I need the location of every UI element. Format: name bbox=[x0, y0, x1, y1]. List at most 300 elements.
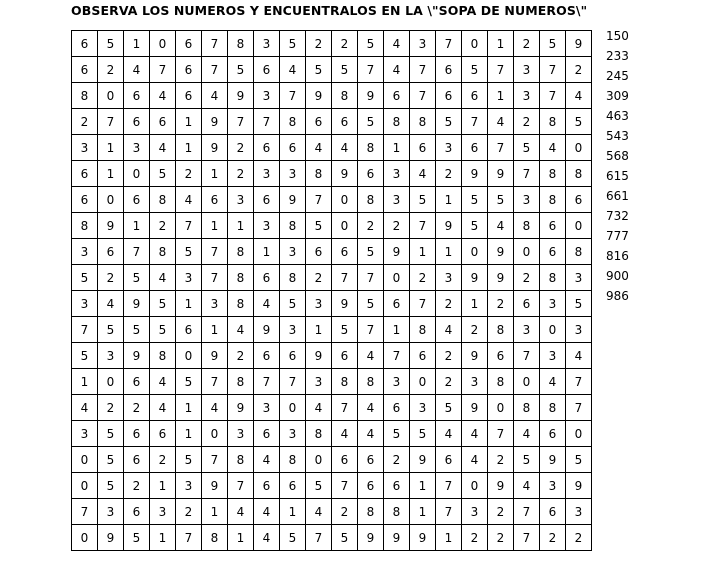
grid-cell[interactable]: 4 bbox=[384, 31, 410, 57]
grid-cell[interactable]: 9 bbox=[566, 473, 592, 499]
grid-cell[interactable]: 6 bbox=[332, 447, 358, 473]
grid-cell[interactable]: 0 bbox=[566, 135, 592, 161]
grid-cell[interactable]: 6 bbox=[358, 473, 384, 499]
grid-cell[interactable]: 6 bbox=[306, 239, 332, 265]
grid-cell[interactable]: 5 bbox=[332, 57, 358, 83]
grid-cell[interactable]: 6 bbox=[124, 83, 150, 109]
grid-cell[interactable]: 5 bbox=[98, 421, 124, 447]
grid-cell[interactable]: 2 bbox=[410, 265, 436, 291]
grid-cell[interactable]: 9 bbox=[332, 291, 358, 317]
grid-cell[interactable]: 4 bbox=[540, 369, 566, 395]
grid-cell[interactable]: 4 bbox=[358, 395, 384, 421]
grid-cell[interactable]: 5 bbox=[306, 57, 332, 83]
grid-cell[interactable]: 3 bbox=[228, 421, 254, 447]
grid-cell[interactable]: 7 bbox=[202, 265, 228, 291]
grid-cell[interactable]: 0 bbox=[72, 447, 98, 473]
grid-cell[interactable]: 3 bbox=[436, 135, 462, 161]
grid-cell[interactable]: 5 bbox=[566, 447, 592, 473]
grid-cell[interactable]: 6 bbox=[72, 57, 98, 83]
grid-cell[interactable]: 8 bbox=[72, 213, 98, 239]
grid-cell[interactable]: 2 bbox=[462, 317, 488, 343]
grid-cell[interactable]: 1 bbox=[410, 239, 436, 265]
grid-cell[interactable]: 7 bbox=[436, 473, 462, 499]
grid-cell[interactable]: 0 bbox=[72, 525, 98, 551]
grid-cell[interactable]: 3 bbox=[410, 395, 436, 421]
grid-cell[interactable]: 4 bbox=[254, 447, 280, 473]
grid-cell[interactable]: 0 bbox=[488, 395, 514, 421]
grid-cell[interactable]: 7 bbox=[72, 499, 98, 525]
grid-cell[interactable]: 5 bbox=[332, 317, 358, 343]
grid-cell[interactable]: 1 bbox=[124, 31, 150, 57]
grid-cell[interactable]: 9 bbox=[228, 83, 254, 109]
grid-cell[interactable]: 2 bbox=[98, 265, 124, 291]
grid-cell[interactable]: 3 bbox=[176, 265, 202, 291]
grid-cell[interactable]: 1 bbox=[202, 213, 228, 239]
grid-cell[interactable]: 6 bbox=[254, 343, 280, 369]
grid-cell[interactable]: 8 bbox=[358, 187, 384, 213]
grid-cell[interactable]: 6 bbox=[332, 343, 358, 369]
grid-cell[interactable]: 4 bbox=[98, 291, 124, 317]
grid-cell[interactable]: 9 bbox=[98, 525, 124, 551]
grid-cell[interactable]: 9 bbox=[540, 447, 566, 473]
grid-cell[interactable]: 5 bbox=[358, 291, 384, 317]
grid-cell[interactable]: 4 bbox=[306, 135, 332, 161]
grid-cell[interactable]: 5 bbox=[72, 343, 98, 369]
grid-cell[interactable]: 6 bbox=[124, 369, 150, 395]
grid-cell[interactable]: 8 bbox=[228, 369, 254, 395]
grid-cell[interactable]: 2 bbox=[124, 395, 150, 421]
grid-cell[interactable]: 8 bbox=[228, 265, 254, 291]
grid-cell[interactable]: 3 bbox=[514, 317, 540, 343]
grid-cell[interactable]: 0 bbox=[332, 213, 358, 239]
grid-cell[interactable]: 4 bbox=[514, 473, 540, 499]
grid-cell[interactable]: 1 bbox=[176, 135, 202, 161]
grid-cell[interactable]: 1 bbox=[436, 239, 462, 265]
grid-cell[interactable]: 6 bbox=[384, 395, 410, 421]
grid-cell[interactable]: 5 bbox=[280, 525, 306, 551]
grid-cell[interactable]: 6 bbox=[280, 135, 306, 161]
grid-cell[interactable]: 6 bbox=[358, 447, 384, 473]
grid-cell[interactable]: 1 bbox=[384, 135, 410, 161]
grid-cell[interactable]: 3 bbox=[254, 31, 280, 57]
grid-cell[interactable]: 6 bbox=[384, 291, 410, 317]
grid-cell[interactable]: 3 bbox=[202, 291, 228, 317]
grid-cell[interactable]: 4 bbox=[358, 421, 384, 447]
grid-cell[interactable]: 5 bbox=[462, 213, 488, 239]
grid-cell[interactable]: 3 bbox=[280, 239, 306, 265]
grid-cell[interactable]: 8 bbox=[410, 109, 436, 135]
grid-cell[interactable]: 0 bbox=[566, 421, 592, 447]
grid-cell[interactable]: 1 bbox=[176, 421, 202, 447]
grid-cell[interactable]: 4 bbox=[228, 317, 254, 343]
grid-cell[interactable]: 7 bbox=[566, 395, 592, 421]
grid-cell[interactable]: 7 bbox=[280, 369, 306, 395]
grid-cell[interactable]: 7 bbox=[410, 213, 436, 239]
grid-cell[interactable]: 0 bbox=[566, 213, 592, 239]
grid-cell[interactable]: 5 bbox=[462, 57, 488, 83]
grid-cell[interactable]: 5 bbox=[176, 447, 202, 473]
grid-cell[interactable]: 1 bbox=[228, 213, 254, 239]
grid-cell[interactable]: 3 bbox=[280, 421, 306, 447]
grid-cell[interactable]: 4 bbox=[514, 421, 540, 447]
grid-cell[interactable]: 2 bbox=[540, 525, 566, 551]
grid-cell[interactable]: 9 bbox=[202, 135, 228, 161]
grid-cell[interactable]: 8 bbox=[332, 369, 358, 395]
grid-cell[interactable]: 9 bbox=[202, 109, 228, 135]
grid-cell[interactable]: 5 bbox=[306, 213, 332, 239]
grid-cell[interactable]: 8 bbox=[228, 31, 254, 57]
grid-cell[interactable]: 9 bbox=[306, 343, 332, 369]
grid-cell[interactable]: 1 bbox=[72, 369, 98, 395]
grid-cell[interactable]: 4 bbox=[176, 187, 202, 213]
grid-cell[interactable]: 8 bbox=[384, 499, 410, 525]
grid-cell[interactable]: 8 bbox=[228, 447, 254, 473]
grid-cell[interactable]: 5 bbox=[72, 265, 98, 291]
grid-cell[interactable]: 9 bbox=[332, 161, 358, 187]
grid-cell[interactable]: 3 bbox=[176, 473, 202, 499]
grid-cell[interactable]: 3 bbox=[150, 499, 176, 525]
grid-cell[interactable]: 5 bbox=[384, 421, 410, 447]
grid-cell[interactable]: 8 bbox=[566, 239, 592, 265]
grid-cell[interactable]: 8 bbox=[488, 369, 514, 395]
grid-cell[interactable]: 3 bbox=[98, 343, 124, 369]
grid-cell[interactable]: 3 bbox=[98, 499, 124, 525]
grid-cell[interactable]: 1 bbox=[228, 525, 254, 551]
grid-cell[interactable]: 8 bbox=[358, 135, 384, 161]
grid-cell[interactable]: 8 bbox=[280, 213, 306, 239]
grid-cell[interactable]: 8 bbox=[280, 109, 306, 135]
grid-cell[interactable]: 5 bbox=[306, 473, 332, 499]
grid-cell[interactable]: 2 bbox=[150, 447, 176, 473]
grid-cell[interactable]: 9 bbox=[462, 265, 488, 291]
grid-cell[interactable]: 2 bbox=[228, 161, 254, 187]
grid-cell[interactable]: 9 bbox=[488, 473, 514, 499]
grid-cell[interactable]: 3 bbox=[566, 265, 592, 291]
grid-cell[interactable]: 6 bbox=[540, 421, 566, 447]
grid-cell[interactable]: 3 bbox=[228, 187, 254, 213]
grid-cell[interactable]: 0 bbox=[98, 83, 124, 109]
grid-cell[interactable]: 9 bbox=[462, 343, 488, 369]
grid-cell[interactable]: 6 bbox=[514, 291, 540, 317]
grid-cell[interactable]: 7 bbox=[332, 395, 358, 421]
grid-cell[interactable]: 0 bbox=[410, 369, 436, 395]
grid-cell[interactable]: 0 bbox=[202, 421, 228, 447]
grid-cell[interactable]: 9 bbox=[384, 525, 410, 551]
grid-cell[interactable]: 7 bbox=[280, 83, 306, 109]
grid-cell[interactable]: 7 bbox=[514, 343, 540, 369]
grid-cell[interactable]: 3 bbox=[514, 187, 540, 213]
grid-cell[interactable]: 5 bbox=[436, 395, 462, 421]
grid-cell[interactable]: 1 bbox=[124, 213, 150, 239]
grid-cell[interactable]: 9 bbox=[358, 525, 384, 551]
grid-cell[interactable]: 7 bbox=[358, 57, 384, 83]
grid-cell[interactable]: 6 bbox=[254, 265, 280, 291]
grid-cell[interactable]: 4 bbox=[436, 317, 462, 343]
grid-cell[interactable]: 7 bbox=[436, 31, 462, 57]
grid-cell[interactable]: 3 bbox=[566, 499, 592, 525]
grid-cell[interactable]: 6 bbox=[436, 83, 462, 109]
grid-cell[interactable]: 9 bbox=[462, 395, 488, 421]
grid-cell[interactable]: 9 bbox=[488, 265, 514, 291]
grid-cell[interactable]: 7 bbox=[176, 213, 202, 239]
grid-cell[interactable]: 5 bbox=[488, 187, 514, 213]
grid-cell[interactable]: 3 bbox=[254, 83, 280, 109]
grid-cell[interactable]: 2 bbox=[98, 395, 124, 421]
grid-cell[interactable]: 8 bbox=[566, 161, 592, 187]
grid-cell[interactable]: 4 bbox=[202, 83, 228, 109]
grid-cell[interactable]: 5 bbox=[358, 31, 384, 57]
grid-cell[interactable]: 2 bbox=[488, 525, 514, 551]
grid-cell[interactable]: 3 bbox=[72, 239, 98, 265]
grid-cell[interactable]: 6 bbox=[202, 187, 228, 213]
grid-cell[interactable]: 5 bbox=[280, 31, 306, 57]
grid-cell[interactable]: 7 bbox=[410, 291, 436, 317]
grid-cell[interactable]: 3 bbox=[514, 83, 540, 109]
grid-cell[interactable]: 7 bbox=[98, 109, 124, 135]
grid-cell[interactable]: 4 bbox=[332, 135, 358, 161]
grid-cell[interactable]: 5 bbox=[410, 187, 436, 213]
grid-cell[interactable]: 2 bbox=[306, 265, 332, 291]
grid-cell[interactable]: 2 bbox=[124, 473, 150, 499]
grid-cell[interactable]: 2 bbox=[514, 31, 540, 57]
grid-cell[interactable]: 4 bbox=[124, 57, 150, 83]
grid-cell[interactable]: 6 bbox=[436, 447, 462, 473]
grid-cell[interactable]: 7 bbox=[540, 83, 566, 109]
grid-cell[interactable]: 5 bbox=[150, 317, 176, 343]
grid-cell[interactable]: 5 bbox=[124, 525, 150, 551]
grid-cell[interactable]: 1 bbox=[280, 499, 306, 525]
grid-cell[interactable]: 3 bbox=[540, 473, 566, 499]
grid-cell[interactable]: 2 bbox=[488, 447, 514, 473]
grid-cell[interactable]: 5 bbox=[98, 31, 124, 57]
grid-cell[interactable]: 2 bbox=[384, 447, 410, 473]
grid-cell[interactable]: 8 bbox=[384, 109, 410, 135]
grid-cell[interactable]: 4 bbox=[332, 421, 358, 447]
grid-cell[interactable]: 9 bbox=[566, 31, 592, 57]
grid-cell[interactable]: 3 bbox=[566, 317, 592, 343]
grid-cell[interactable]: 8 bbox=[540, 161, 566, 187]
grid-cell[interactable]: 0 bbox=[306, 447, 332, 473]
grid-cell[interactable]: 1 bbox=[98, 161, 124, 187]
grid-cell[interactable]: 2 bbox=[332, 31, 358, 57]
grid-cell[interactable]: 7 bbox=[332, 265, 358, 291]
grid-cell[interactable]: 9 bbox=[488, 161, 514, 187]
grid-cell[interactable]: 6 bbox=[306, 109, 332, 135]
grid-cell[interactable]: 6 bbox=[332, 109, 358, 135]
grid-cell[interactable]: 4 bbox=[150, 265, 176, 291]
grid-cell[interactable]: 5 bbox=[98, 473, 124, 499]
grid-cell[interactable]: 5 bbox=[176, 369, 202, 395]
grid-cell[interactable]: 6 bbox=[254, 135, 280, 161]
grid-cell[interactable]: 1 bbox=[436, 525, 462, 551]
grid-cell[interactable]: 4 bbox=[254, 499, 280, 525]
grid-cell[interactable]: 0 bbox=[124, 161, 150, 187]
grid-cell[interactable]: 9 bbox=[462, 161, 488, 187]
grid-cell[interactable]: 4 bbox=[72, 395, 98, 421]
grid-cell[interactable]: 3 bbox=[280, 161, 306, 187]
grid-cell[interactable]: 7 bbox=[150, 57, 176, 83]
grid-cell[interactable]: 6 bbox=[254, 473, 280, 499]
grid-cell[interactable]: 9 bbox=[124, 343, 150, 369]
grid-cell[interactable]: 3 bbox=[306, 369, 332, 395]
grid-cell[interactable]: 9 bbox=[254, 317, 280, 343]
grid-cell[interactable]: 9 bbox=[306, 83, 332, 109]
grid-cell[interactable]: 6 bbox=[384, 473, 410, 499]
grid-cell[interactable]: 1 bbox=[176, 291, 202, 317]
grid-cell[interactable]: 6 bbox=[540, 213, 566, 239]
grid-cell[interactable]: 6 bbox=[254, 421, 280, 447]
grid-cell[interactable]: 6 bbox=[150, 421, 176, 447]
grid-cell[interactable]: 2 bbox=[566, 57, 592, 83]
grid-cell[interactable]: 2 bbox=[176, 499, 202, 525]
grid-cell[interactable]: 1 bbox=[202, 161, 228, 187]
grid-cell[interactable]: 7 bbox=[540, 57, 566, 83]
grid-cell[interactable]: 4 bbox=[410, 161, 436, 187]
grid-cell[interactable]: 4 bbox=[228, 499, 254, 525]
grid-cell[interactable]: 4 bbox=[254, 525, 280, 551]
grid-cell[interactable]: 7 bbox=[410, 83, 436, 109]
grid-cell[interactable]: 7 bbox=[202, 239, 228, 265]
grid-cell[interactable]: 7 bbox=[514, 525, 540, 551]
grid-cell[interactable]: 2 bbox=[436, 369, 462, 395]
grid-cell[interactable]: 0 bbox=[150, 31, 176, 57]
grid-cell[interactable]: 8 bbox=[358, 369, 384, 395]
grid-cell[interactable]: 8 bbox=[150, 187, 176, 213]
grid-cell[interactable]: 1 bbox=[488, 31, 514, 57]
grid-cell[interactable]: 7 bbox=[202, 447, 228, 473]
grid-cell[interactable]: 9 bbox=[358, 83, 384, 109]
grid-cell[interactable]: 2 bbox=[514, 265, 540, 291]
grid-cell[interactable]: 6 bbox=[124, 109, 150, 135]
grid-cell[interactable]: 9 bbox=[202, 473, 228, 499]
grid-cell[interactable]: 5 bbox=[280, 291, 306, 317]
grid-cell[interactable]: 6 bbox=[176, 31, 202, 57]
grid-cell[interactable]: 0 bbox=[462, 239, 488, 265]
grid-cell[interactable]: 5 bbox=[228, 57, 254, 83]
grid-cell[interactable]: 5 bbox=[98, 447, 124, 473]
grid-cell[interactable]: 6 bbox=[72, 161, 98, 187]
grid-cell[interactable]: 9 bbox=[436, 213, 462, 239]
grid-cell[interactable]: 4 bbox=[488, 213, 514, 239]
grid-cell[interactable]: 5 bbox=[514, 135, 540, 161]
grid-cell[interactable]: 4 bbox=[280, 57, 306, 83]
grid-cell[interactable]: 3 bbox=[254, 213, 280, 239]
grid-cell[interactable]: 1 bbox=[488, 83, 514, 109]
grid-cell[interactable]: 5 bbox=[98, 317, 124, 343]
grid-cell[interactable]: 3 bbox=[72, 421, 98, 447]
grid-cell[interactable]: 9 bbox=[384, 239, 410, 265]
grid-cell[interactable]: 7 bbox=[254, 369, 280, 395]
grid-cell[interactable]: 4 bbox=[384, 57, 410, 83]
grid-cell[interactable]: 7 bbox=[202, 57, 228, 83]
grid-cell[interactable]: 7 bbox=[358, 265, 384, 291]
grid-cell[interactable]: 3 bbox=[72, 291, 98, 317]
grid-cell[interactable]: 6 bbox=[124, 499, 150, 525]
grid-cell[interactable]: 6 bbox=[332, 239, 358, 265]
grid-cell[interactable]: 6 bbox=[254, 57, 280, 83]
grid-cell[interactable]: 6 bbox=[280, 473, 306, 499]
grid-cell[interactable]: 1 bbox=[202, 499, 228, 525]
grid-cell[interactable]: 5 bbox=[150, 291, 176, 317]
grid-cell[interactable]: 2 bbox=[228, 135, 254, 161]
grid-cell[interactable]: 3 bbox=[462, 369, 488, 395]
grid-cell[interactable]: 1 bbox=[254, 239, 280, 265]
grid-cell[interactable]: 7 bbox=[176, 525, 202, 551]
grid-cell[interactable]: 1 bbox=[150, 525, 176, 551]
grid-cell[interactable]: 6 bbox=[540, 499, 566, 525]
grid-cell[interactable]: 3 bbox=[72, 135, 98, 161]
grid-cell[interactable]: 6 bbox=[150, 109, 176, 135]
grid-cell[interactable]: 7 bbox=[436, 499, 462, 525]
grid-cell[interactable]: 6 bbox=[540, 239, 566, 265]
grid-cell[interactable]: 4 bbox=[150, 83, 176, 109]
grid-cell[interactable]: 1 bbox=[202, 317, 228, 343]
grid-cell[interactable]: 8 bbox=[280, 447, 306, 473]
grid-cell[interactable]: 9 bbox=[228, 395, 254, 421]
grid-cell[interactable]: 0 bbox=[514, 239, 540, 265]
grid-cell[interactable]: 0 bbox=[280, 395, 306, 421]
grid-cell[interactable]: 6 bbox=[410, 343, 436, 369]
grid-cell[interactable]: 6 bbox=[176, 57, 202, 83]
grid-cell[interactable]: 8 bbox=[514, 213, 540, 239]
grid-cell[interactable]: 5 bbox=[566, 109, 592, 135]
grid-cell[interactable]: 6 bbox=[254, 187, 280, 213]
grid-cell[interactable]: 6 bbox=[176, 83, 202, 109]
grid-cell[interactable]: 6 bbox=[410, 135, 436, 161]
grid-cell[interactable]: 3 bbox=[514, 57, 540, 83]
grid-cell[interactable]: 9 bbox=[410, 525, 436, 551]
grid-cell[interactable]: 4 bbox=[436, 421, 462, 447]
grid-cell[interactable]: 5 bbox=[124, 317, 150, 343]
grid-cell[interactable]: 2 bbox=[488, 499, 514, 525]
grid-cell[interactable]: 0 bbox=[540, 317, 566, 343]
grid-cell[interactable]: 5 bbox=[436, 109, 462, 135]
grid-cell[interactable]: 6 bbox=[566, 187, 592, 213]
grid-cell[interactable]: 8 bbox=[332, 83, 358, 109]
grid-cell[interactable]: 5 bbox=[358, 239, 384, 265]
grid-cell[interactable]: 8 bbox=[150, 239, 176, 265]
grid-cell[interactable]: 9 bbox=[202, 343, 228, 369]
grid-cell[interactable]: 4 bbox=[358, 343, 384, 369]
grid-cell[interactable]: 6 bbox=[72, 187, 98, 213]
grid-cell[interactable]: 6 bbox=[124, 421, 150, 447]
grid-cell[interactable]: 0 bbox=[462, 473, 488, 499]
grid-cell[interactable]: 4 bbox=[306, 499, 332, 525]
grid-cell[interactable]: 0 bbox=[98, 187, 124, 213]
grid-cell[interactable]: 5 bbox=[358, 109, 384, 135]
grid-cell[interactable]: 2 bbox=[384, 213, 410, 239]
grid-cell[interactable]: 1 bbox=[462, 291, 488, 317]
grid-cell[interactable]: 8 bbox=[280, 265, 306, 291]
grid-cell[interactable]: 2 bbox=[332, 499, 358, 525]
grid-cell[interactable]: 6 bbox=[72, 31, 98, 57]
grid-cell[interactable]: 5 bbox=[566, 291, 592, 317]
grid-cell[interactable]: 7 bbox=[254, 109, 280, 135]
grid-cell[interactable]: 6 bbox=[124, 187, 150, 213]
grid-cell[interactable]: 1 bbox=[410, 499, 436, 525]
grid-cell[interactable]: 8 bbox=[488, 317, 514, 343]
grid-cell[interactable]: 5 bbox=[540, 31, 566, 57]
grid-cell[interactable]: 4 bbox=[462, 421, 488, 447]
grid-cell[interactable]: 4 bbox=[254, 291, 280, 317]
grid-cell[interactable]: 8 bbox=[306, 161, 332, 187]
grid-cell[interactable]: 1 bbox=[436, 187, 462, 213]
grid-cell[interactable]: 8 bbox=[540, 109, 566, 135]
grid-cell[interactable]: 8 bbox=[306, 421, 332, 447]
grid-cell[interactable]: 8 bbox=[540, 265, 566, 291]
grid-cell[interactable]: 0 bbox=[514, 369, 540, 395]
grid-cell[interactable]: 3 bbox=[384, 187, 410, 213]
